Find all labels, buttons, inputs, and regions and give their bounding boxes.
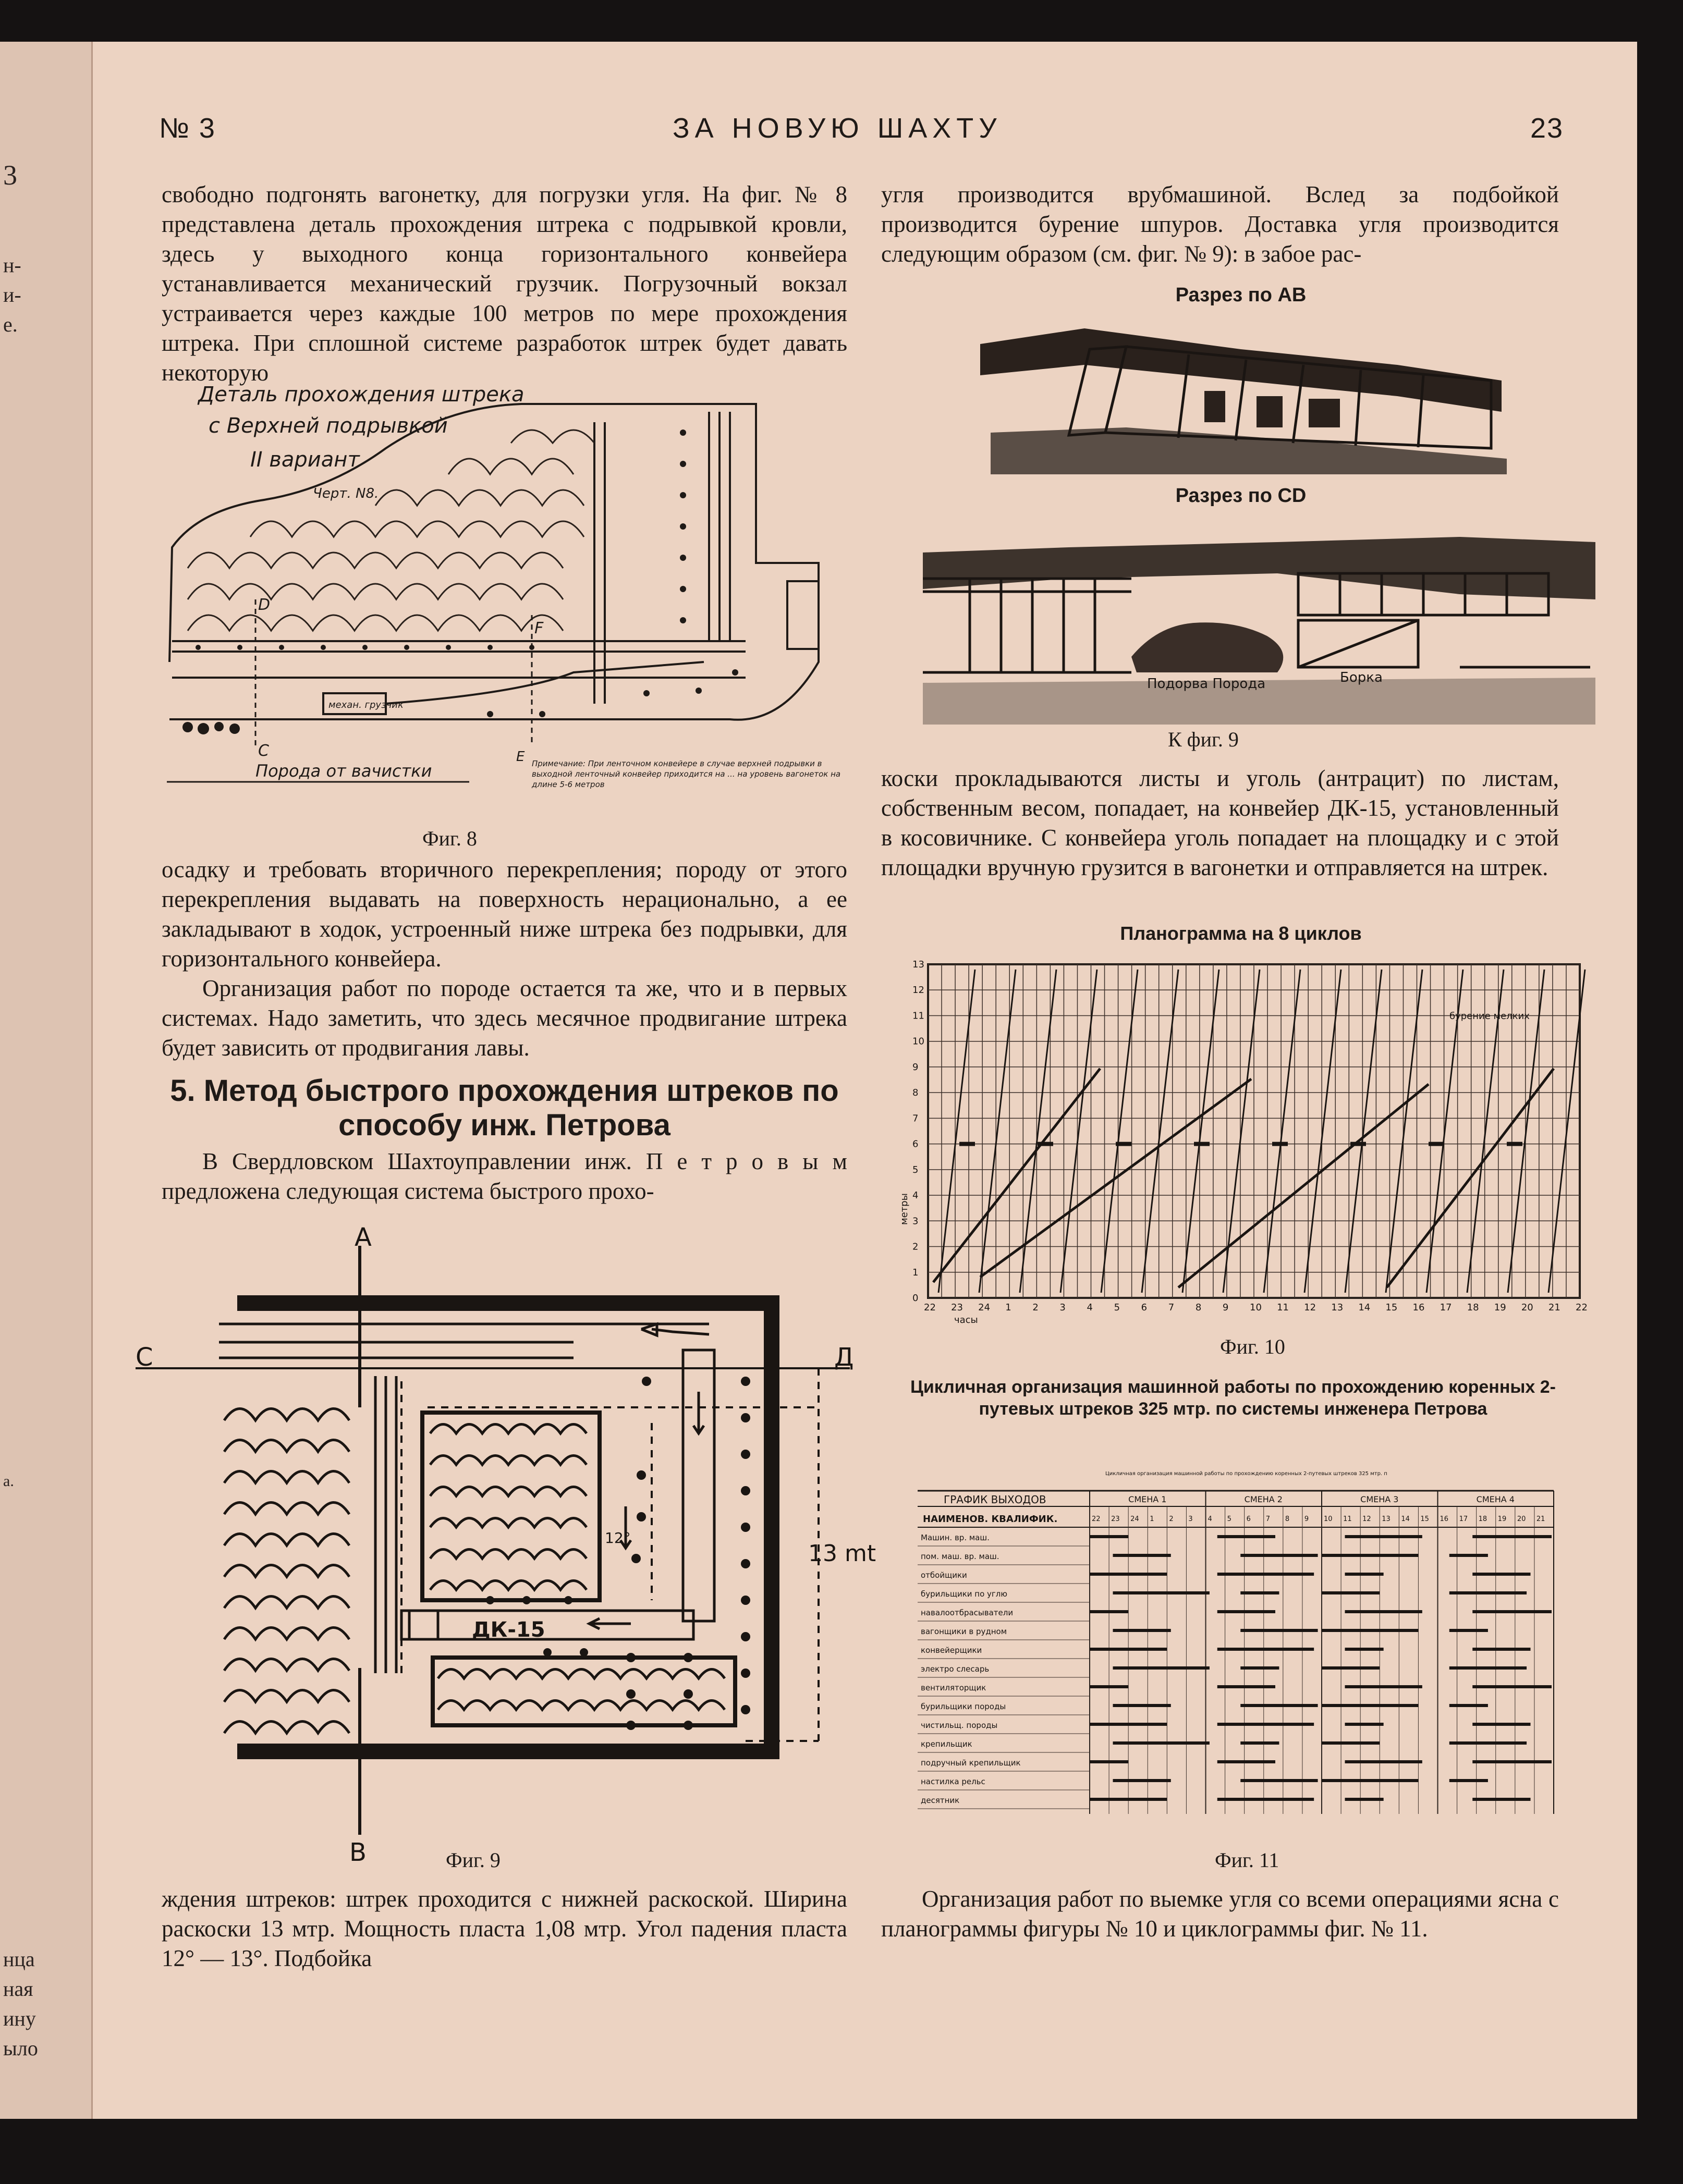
- figure-10-planogram: [897, 954, 1590, 1329]
- fig11-caption: Фиг. 11: [1215, 1848, 1279, 1872]
- hour-label: 14: [1401, 1515, 1410, 1523]
- shift-label: СМЕНА 4: [1476, 1494, 1515, 1504]
- paragraph: коски прокладываются листы и уголь (антрацит) по листам, собственным весом, попадает, на конвейер ДК-15, установленный в косовичнике. С конвейера уголь попадает на площадку и с этой площадки вручную грузится в вагонетки и отправляется на штрек.: [881, 765, 1559, 880]
- hour-label: 15: [1420, 1515, 1429, 1523]
- y-tick-label: 13: [912, 959, 924, 970]
- cycle-line: [1101, 970, 1138, 1293]
- x-tick-label: 22: [924, 1302, 936, 1313]
- issue-number: № 3: [159, 113, 216, 144]
- x-tick-label: 23: [951, 1302, 963, 1313]
- col-header: ГРАФИК ВЫХОДОВ: [944, 1493, 1046, 1506]
- shift-label: СМЕНА 1: [1128, 1494, 1167, 1504]
- work-line: [1387, 1069, 1554, 1287]
- x-tick-label: 13: [1331, 1302, 1344, 1313]
- fig9-label-angle: 12°: [605, 1529, 631, 1547]
- x-tick-label: 3: [1059, 1302, 1066, 1313]
- right-column-bottom: [881, 1884, 1559, 1944]
- x-tick-label: 12: [1304, 1302, 1316, 1313]
- hour-label: 7: [1265, 1515, 1271, 1523]
- section-cd-label-borka: Борка: [1340, 670, 1383, 685]
- y-axis-label: метры: [899, 1193, 910, 1225]
- fig8-note: Примечание: При ленточном конвейере в случае верхней подрывки в выходной ленточный конвейер приходится на ... на уровень вагонеток на длине 5-6 метров: [532, 759, 841, 789]
- y-tick-label: 11: [912, 1010, 924, 1022]
- y-tick-label: 5: [912, 1164, 919, 1175]
- x-tick-label: 1: [1005, 1302, 1011, 1313]
- hour-label: 23: [1111, 1515, 1120, 1523]
- fig9-label-dk15: ДК-15: [472, 1618, 545, 1642]
- hour-label: 10: [1324, 1515, 1333, 1523]
- cycle-line: [938, 970, 975, 1293]
- figure-9-drawing: [130, 1223, 876, 1867]
- y-tick-label: 7: [912, 1113, 919, 1124]
- hour-label: 16: [1440, 1515, 1449, 1523]
- x-tick-label: 11: [1277, 1302, 1289, 1313]
- fig8-label-f: F: [534, 619, 544, 637]
- y-tick-label: 12: [912, 985, 924, 996]
- fig8-title-1: Деталь прохождения штрека: [198, 383, 525, 407]
- left-column-middle: [162, 855, 847, 1063]
- hour-label: 21: [1536, 1515, 1545, 1523]
- x-tick-label: 7: [1168, 1302, 1175, 1313]
- right-column-top: [881, 180, 1559, 269]
- x-tick-label: 19: [1494, 1302, 1506, 1313]
- hour-label: 3: [1188, 1515, 1193, 1523]
- page-number: 23: [1530, 113, 1564, 144]
- y-tick-label: 4: [912, 1190, 919, 1201]
- figure-11-cyclogram: [907, 1465, 1564, 1840]
- row-label: десятник: [921, 1796, 960, 1805]
- drill-label: бурение мелких: [1449, 1011, 1530, 1022]
- work-line: [1178, 1084, 1429, 1287]
- hour-label: 5: [1227, 1515, 1231, 1523]
- fig9-label-width: 13 mt: [808, 1540, 876, 1567]
- x-tick-label: 4: [1087, 1302, 1093, 1313]
- row-label: пом. маш. вр. маш.: [921, 1552, 999, 1561]
- figure-8-drawing: [156, 381, 850, 808]
- row-label: подручный крепильщик: [921, 1758, 1021, 1768]
- row-label: чистильщ. породы: [921, 1721, 998, 1730]
- section-cd-drawing: [912, 516, 1611, 725]
- paragraph: Организация работ по породе остается та же, что и в первых системах. Надо заметить, что здесь месячное продвигание штрека будет зависить от продвигания лавы.: [162, 975, 847, 1061]
- section-cd-label-rock: Подорва Порода: [1147, 676, 1266, 692]
- hour-label: 22: [1092, 1515, 1101, 1523]
- prev-page-fragment: нца: [3, 1947, 35, 1971]
- prev-page-fragment: 3: [3, 159, 17, 191]
- row-label: отбойщики: [921, 1570, 967, 1580]
- row-label: крепильщик: [921, 1739, 972, 1749]
- row-label: бурильщики по углю: [921, 1589, 1008, 1599]
- y-tick-label: 6: [912, 1138, 919, 1150]
- x-tick-label: 22: [1576, 1302, 1588, 1313]
- fig9-label-a: А: [355, 1223, 372, 1252]
- paragraph: осадку и требовать вторичного перекрепления; породу от этого перекрепления выдавать на поверхность нерационально, а ее закладывают в ходок, устроенный ниже штрека без подрывки, для горизонтального конвейера.: [162, 856, 847, 972]
- x-tick-label: 6: [1141, 1302, 1148, 1313]
- x-tick-label: 20: [1521, 1302, 1533, 1313]
- hour-label: 19: [1497, 1515, 1507, 1523]
- prev-page-fragment: а.: [3, 1473, 14, 1490]
- fig9-label-b: В: [349, 1838, 367, 1867]
- fig8-label-c: С: [258, 742, 269, 760]
- section-ab-title: Разрез по АВ: [1175, 284, 1307, 306]
- cycle-line: [979, 970, 1016, 1293]
- hour-label: 8: [1285, 1515, 1290, 1523]
- paragraph: В Свердловском Шахтоуправлении инж. П е т р о в ы м предложена следующая система быстрого прохо-: [162, 1148, 847, 1204]
- shift-label: СМЕНА 3: [1360, 1494, 1399, 1504]
- shift-label: СМЕНА 2: [1244, 1494, 1283, 1504]
- fig8-label-loader: механ. грузчик: [328, 700, 404, 710]
- row-label: настилка рельс: [921, 1777, 985, 1786]
- y-tick-label: 0: [912, 1293, 919, 1304]
- row-label: вагонщики в рудном: [921, 1627, 1007, 1636]
- x-tick-label: 24: [978, 1302, 991, 1313]
- fig8-title-4: Черт. N8.: [313, 486, 379, 501]
- mini-title: Цикличная организация машинной работы по прохождению коренных 2-путевых штреков 325 мтр. п: [1105, 1471, 1387, 1477]
- y-tick-label: 2: [912, 1241, 919, 1253]
- hour-label: 6: [1246, 1515, 1251, 1523]
- x-tick-label: 9: [1222, 1302, 1229, 1313]
- row-label: электро слесарь: [921, 1664, 990, 1674]
- fig9-caption: Фиг. 9: [446, 1848, 501, 1872]
- left-column-lower: [162, 1147, 847, 1206]
- x-tick-label: 21: [1548, 1302, 1560, 1313]
- row-label: конвейерщики: [921, 1646, 982, 1655]
- section-title: 5. Метод быстрого прохождения штреков по способу инж. Петрова: [170, 1074, 839, 1142]
- paragraph: ждения штреков: штрек проходится с нижней раскоской. Ширина раскоски 13 мтр. Мощность пласта 1,08 мтр. Угол падения пласта 12° — 13°. Подбойка: [162, 1886, 847, 1971]
- hour-label: 4: [1208, 1515, 1212, 1523]
- prev-page-fragment: ыло: [3, 2036, 38, 2060]
- prev-page-fragment: ину: [3, 2007, 36, 2030]
- hour-label: 18: [1478, 1515, 1487, 1523]
- work-line: [980, 1079, 1251, 1277]
- section-cd-caption: К фиг. 9: [1168, 728, 1239, 751]
- x-tick-label: 17: [1440, 1302, 1452, 1313]
- x-tick-label: 2: [1032, 1302, 1039, 1313]
- fig9-label-d: Д: [834, 1343, 854, 1372]
- y-tick-label: 10: [912, 1036, 924, 1047]
- x-tick-label: 16: [1412, 1302, 1425, 1313]
- fig8-label-e: Е: [516, 749, 525, 765]
- prev-page-fragment: ная: [3, 1977, 33, 2001]
- row-label: бурильщики породы: [921, 1702, 1006, 1711]
- row-label: Машин. вр. маш.: [921, 1533, 990, 1542]
- y-tick-label: 9: [912, 1061, 919, 1073]
- hour-label: 12: [1362, 1515, 1371, 1523]
- section-cd-title: Разрез по CD: [1175, 485, 1307, 507]
- fig10-caption: Фиг. 10: [1220, 1335, 1285, 1358]
- hour-label: 11: [1343, 1515, 1352, 1523]
- x-tick-label: 14: [1358, 1302, 1371, 1313]
- left-column-bottom: [162, 1884, 847, 1973]
- fig8-label-rock: Порода от вачистки: [255, 761, 432, 781]
- left-column-top: [162, 180, 847, 388]
- journal-title: ЗА НОВУЮ ШАХТУ: [673, 113, 1002, 144]
- fig11-title: Цикличная организация машинной работы по прохождению коренных 2-путевых штреков 325 мтр. по системы инженера Петрова: [910, 1377, 1556, 1419]
- name-header: НАИМЕНОВ. КВАЛИФИК.: [923, 1514, 1058, 1525]
- y-tick-label: 1: [912, 1267, 919, 1278]
- x-tick-label: 15: [1385, 1302, 1398, 1313]
- fig8-title-3: II вариант: [250, 448, 360, 472]
- cycle-line: [1060, 970, 1097, 1293]
- paragraph: Организация работ по выемке угля со всеми операциями ясна с планограммы фигуры № 10 и циклограммы фиг. № 11.: [881, 1886, 1559, 1942]
- hour-label: 24: [1130, 1515, 1139, 1523]
- prev-page-fragment: е.: [3, 313, 18, 336]
- previous-page-edge: [0, 42, 93, 2119]
- x-tick-label: 10: [1250, 1302, 1262, 1313]
- row-label: навалоотбрасыватели: [921, 1608, 1014, 1617]
- fig8-label-d: D: [258, 596, 271, 614]
- hour-label: 20: [1517, 1515, 1526, 1523]
- prev-page-fragment: н-: [3, 253, 21, 277]
- right-column-middle: [881, 764, 1559, 882]
- fig10-title: Планограмма на 8 циклов: [1120, 923, 1362, 944]
- fig8-title-2: с Верхней подрывкой: [209, 414, 448, 438]
- hour-label: 13: [1382, 1515, 1391, 1523]
- paragraph: угля производится врубмашиной. Вслед за подбойкой производится бурение шпуров. Доставка угля производится следующим образом (см. фиг. № 9): в забое рас-: [881, 181, 1559, 267]
- x-tick-label: 5: [1114, 1302, 1120, 1313]
- hour-label: 1: [1150, 1515, 1154, 1523]
- hour-label: 9: [1304, 1515, 1309, 1523]
- fig9-label-c: С: [136, 1343, 153, 1372]
- fig8-caption: Фиг. 8: [422, 827, 477, 850]
- section-ab-drawing: [970, 308, 1517, 474]
- x-tick-label: 18: [1467, 1302, 1479, 1313]
- hour-label: 2: [1169, 1515, 1174, 1523]
- x-tick-label: 8: [1195, 1302, 1202, 1313]
- y-tick-label: 8: [912, 1087, 919, 1099]
- hour-label: 17: [1459, 1515, 1468, 1523]
- prev-page-fragment: и-: [3, 283, 21, 306]
- x-axis-label: часы: [954, 1315, 978, 1326]
- paragraph: свободно подгонять вагонетку, для погрузки угля. На фиг. № 8 представлена деталь прохождения штрека с подрывкой кровли, здесь у выходного конца горизонтального конвейера устанавливается механический грузчик. Погрузочный вокзал устраивается через каждые 100 метров по мере прохождения штрека. При сплошной системе разработок штрек будет давать некоторую: [162, 181, 847, 386]
- row-label: вентиляторщик: [921, 1683, 986, 1692]
- y-tick-label: 3: [912, 1216, 919, 1227]
